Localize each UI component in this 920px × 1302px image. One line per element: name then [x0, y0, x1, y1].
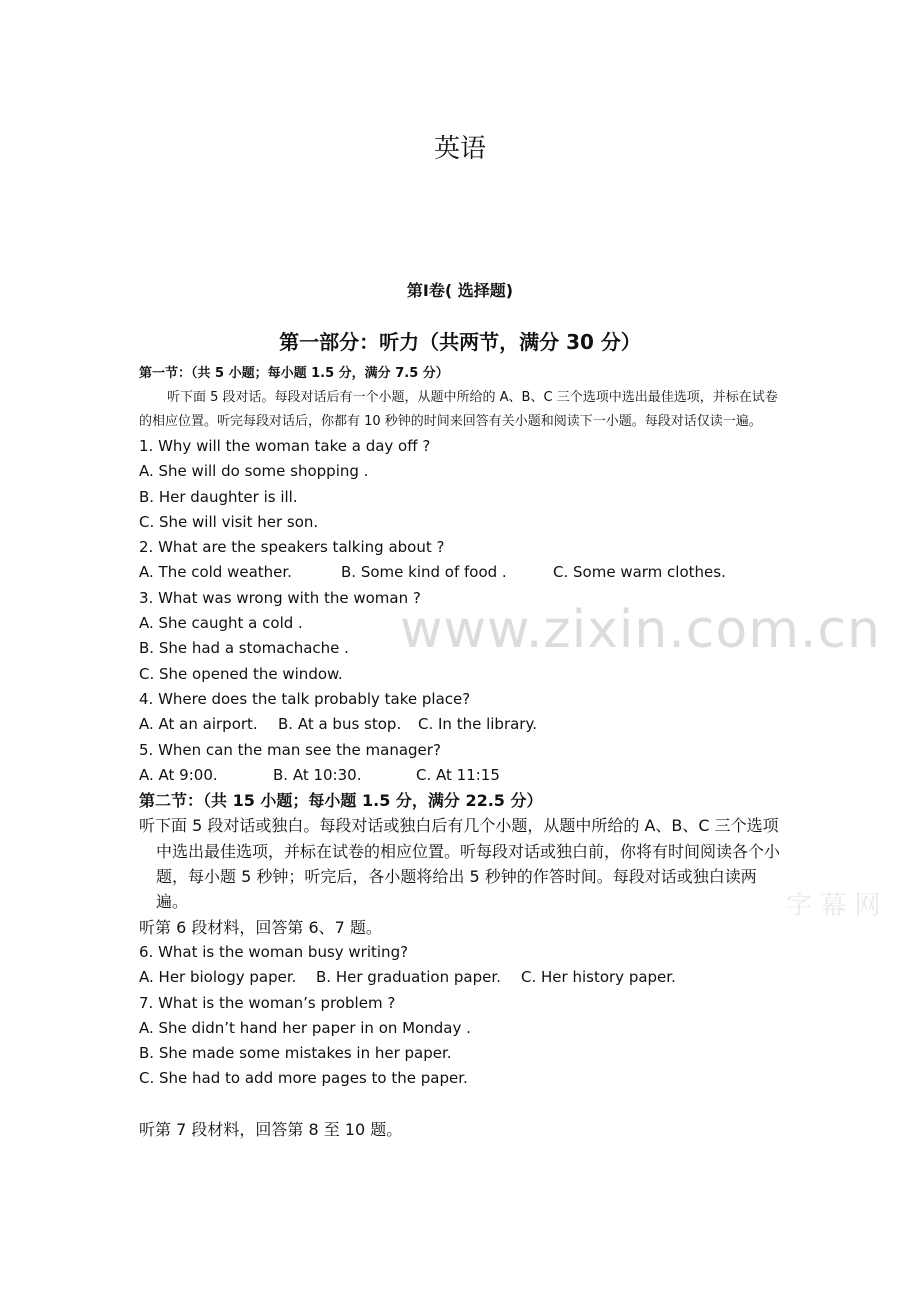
question-5: 5. When can the man see the manager?: [139, 740, 441, 759]
material-6-heading: 听第 6 段材料，回答第 6、7 题。: [139, 917, 382, 937]
option-7c: C. She had to add more pages to the paper.: [139, 1069, 468, 1088]
page-title: 英语: [433, 134, 486, 164]
volume-heading: 第Ⅰ卷( 选择题): [406, 281, 514, 300]
options-2: [139, 560, 784, 585]
exam-content: [139, 362, 784, 1142]
option-3a: A. She caught a cold .: [139, 614, 303, 633]
options-6: [139, 965, 784, 990]
option-1b: B. Her daughter is ill.: [139, 487, 298, 506]
option-4b: B. At a bus stop.: [278, 715, 402, 734]
material-7-heading: 听第 7 段材料，回答第 8 至 10 题。: [139, 1119, 403, 1139]
section1-instructions: 听下面 5 段对话。每段对话后有一个小题，从题中所给的 A、B、C 三个选项中选出最佳选项，并标在试卷的相应位置。听完每段对话后，你都有 10 秒钟的时间来回答有关小题和阅读下一小题。每段对话仅读一遍。: [139, 390, 778, 429]
section1-heading: 第一节：（共 5 小题；每小题 1.5 分，满分 7.5 分）: [139, 366, 449, 381]
question-3: 3. What was wrong with the woman ?: [139, 588, 421, 607]
option-3c: C. She opened the window.: [139, 664, 343, 683]
option-7b: B. She made some mistakes in her paper.: [139, 1044, 452, 1063]
section2-instructions: 听下面 5 段对话或独白。每段对话或独白后有几个小题，从题中所给的 A、B、C 三个选项中选出最佳选项，并标在试卷的相应位置。听每段对话或独白前，你将有时间阅读各个小题，每小题 5 秒钟；听完后，各小题将给出 5 秒钟的作答时间。每段对话或独白读两遍。: [139, 816, 781, 912]
option-5b: B. At 10:30.: [273, 765, 362, 784]
options-5: [139, 763, 784, 788]
watermark: www.zixin.com.cn: [400, 600, 881, 660]
option-6b: B. Her graduation paper.: [316, 968, 501, 987]
option-7a: A. She didn’t hand her paper in on Monday .: [139, 1018, 471, 1037]
option-6c: C. Her history paper.: [521, 968, 676, 987]
option-2b: B. Some kind of food .: [341, 563, 507, 582]
option-4c: C. In the library.: [418, 715, 537, 734]
option-2c: C. Some warm clothes.: [553, 563, 726, 582]
option-5c: C. At 11:15: [416, 765, 500, 784]
option-6a: A. Her biology paper.: [139, 968, 297, 987]
question-4: 4. Where does the talk probably take place?: [139, 689, 471, 708]
question-2: 2. What are the speakers talking about ?: [139, 538, 445, 557]
option-5a: A. At 9:00.: [139, 765, 218, 784]
option-1c: C. She will visit her son.: [139, 512, 319, 531]
section2-heading: 第二节：（共 15 小题；每小题 1.5 分，满分 22.5 分）: [139, 791, 543, 811]
watermark-secondary: 字 幕 网: [786, 891, 881, 921]
option-3b: B. She had a stomachache .: [139, 639, 349, 658]
question-7: 7. What is the woman’s problem ?: [139, 993, 396, 1012]
option-4a: A. At an airport.: [139, 715, 258, 734]
question-6: 6. What is the woman busy writing?: [139, 942, 409, 961]
question-1: 1. Why will the woman take a day off ?: [139, 437, 431, 455]
options-4: [139, 712, 784, 737]
part-heading: 第一部分：听力（共两节，满分 30 分）: [279, 330, 641, 354]
option-2a: A. The cold weather.: [139, 563, 292, 582]
option-1a: A. She will do some shopping .: [139, 462, 369, 481]
